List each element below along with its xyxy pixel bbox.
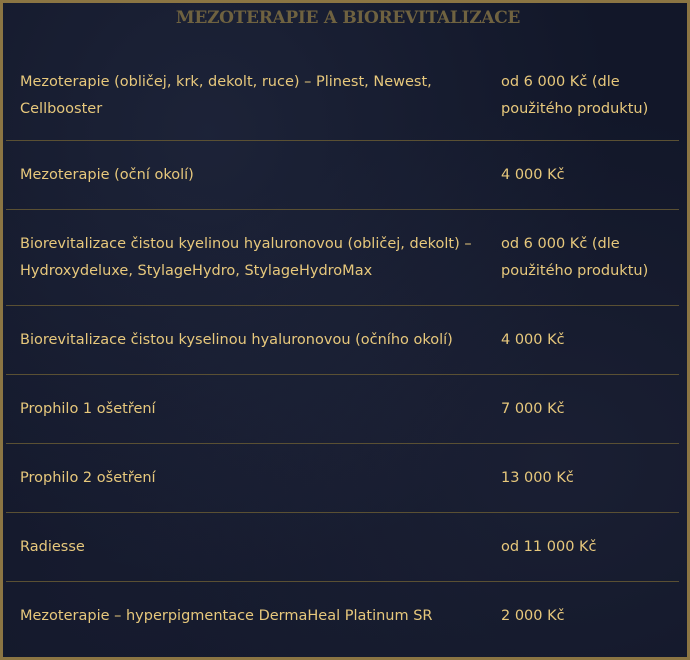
price-row [6, 141, 679, 210]
treatment-name: Biorevitalizace čistou kyelinou hyaluronovou (obličej, dekolt) – Hydroxydeluxe, StylageHydro, StylageHydroMax [20, 235, 472, 279]
treatment-price: 4 000 Kč [501, 331, 565, 348]
price-row [6, 375, 679, 444]
treatment-price: 7 000 Kč [501, 400, 565, 417]
treatment-name: Radiesse [20, 538, 85, 555]
treatment-price: 2 000 Kč [501, 608, 565, 624]
section-title: MEZOTERAPIE A BIOREVITALIZACE [175, 8, 521, 28]
treatment-name: Mezoterapie (obličej, krk, dekolt, ruce) – Plinest, Newest, Cellbooster [20, 74, 432, 117]
treatment-name: Biorevitalizace čistou kyselinou hyaluronovou (očního okolí) [20, 331, 453, 348]
treatment-price: 13 000 Kč [501, 469, 574, 486]
treatment-price: od 6 000 Kč (dle použitého produktu) [501, 74, 649, 117]
price-row [6, 306, 679, 375]
treatment-price: 4 000 Kč [501, 166, 565, 183]
treatment-name: Prophilo 2 ošetření [20, 469, 156, 486]
price-row [6, 52, 679, 141]
treatment-name: Mezoterapie – hyperpigmentace DermaHeal Platinum SR [20, 608, 433, 624]
treatment-name: Mezoterapie (oční okolí) [20, 166, 194, 183]
treatment-price: od 11 000 Kč [501, 538, 597, 555]
price-table [6, 52, 679, 651]
price-row [6, 513, 679, 582]
price-row [6, 210, 679, 306]
treatment-name: Prophilo 1 ošetření [20, 400, 156, 417]
price-row [6, 582, 679, 651]
price-row [6, 444, 679, 513]
treatment-price: od 6 000 Kč (dle použitého produktu) [501, 235, 649, 279]
